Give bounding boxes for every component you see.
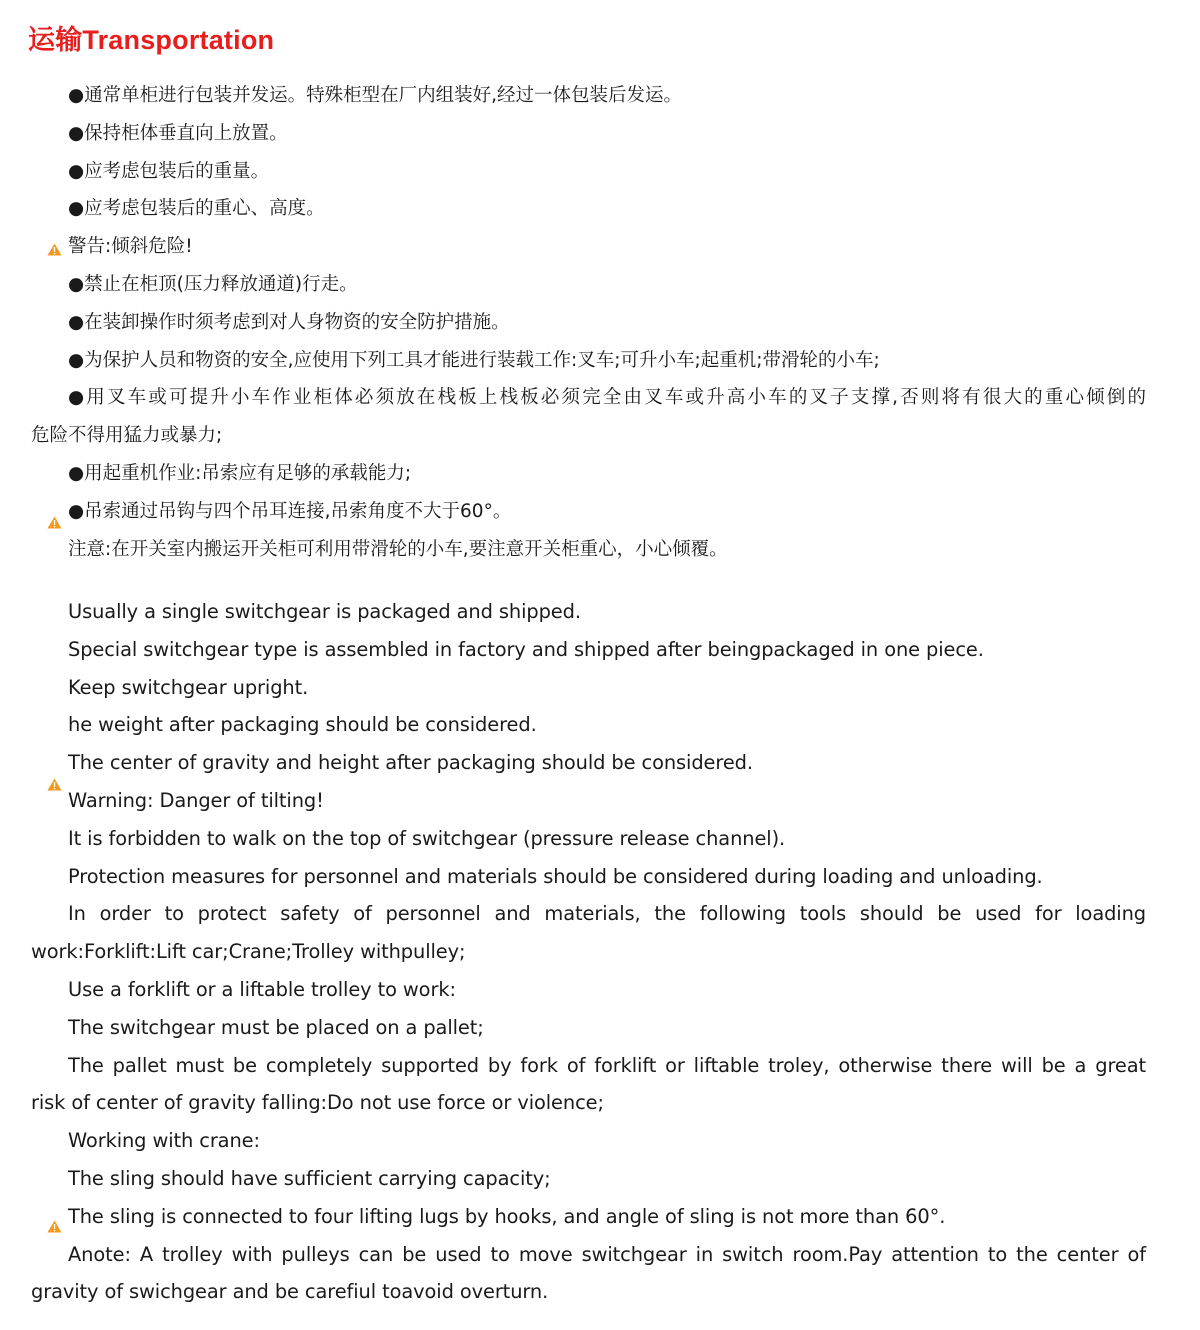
- en-line-13: Working with crane:: [68, 1129, 260, 1153]
- cn-line-11: ●吊索通过吊钩与四个吊耳连接,吊索角度不大于60°。: [68, 500, 512, 522]
- cn-line-1: ●通常单柜进行包装并发运。特殊柜型在厂内组装好,经过一体包装后发运。: [68, 85, 683, 106]
- cn-warning-line: [0, 228, 1200, 266]
- en-note-line: [0, 1236, 1200, 1274]
- en-line-8: Protection measures for personnel and materials should be considered during loading and unloading.: [68, 864, 1043, 888]
- page-title: 运输Transportation: [28, 25, 275, 55]
- cn-line-2: ●保持柜体垂直向上放置。: [68, 122, 288, 144]
- cn-note-line: [0, 531, 1200, 569]
- cn-line-7: ●在装卸操作时须考虑到对人身物资的安全防护措施。: [68, 311, 510, 333]
- en-line-11: The switchgear must be placed on a pallet;: [68, 1015, 484, 1039]
- en-line-14: The sling should have sufficient carrying capacity;: [68, 1166, 551, 1190]
- en-line-12a: The pallet must be completely supported by fork of forklift or liftable troley, otherwise there will be a great: [68, 1053, 1146, 1077]
- cn-line-3: ●应考虑包装后的重量。: [68, 160, 270, 182]
- en-line-15: The sling is connected to four lifting lugs by hooks, and angle of sling is not more than 60°.: [68, 1204, 946, 1228]
- warning-triangle-icon: [47, 778, 62, 791]
- warning-triangle-icon: [47, 1220, 62, 1233]
- cn-warning-text: 警告:倾斜危险!: [68, 236, 193, 258]
- cn-line-8: ●为保护人员和物资的安全,应使用下列工具才能进行装载工作:叉车;可升小车;起重机;带滑轮的小车;: [68, 349, 880, 371]
- en-line-7: It is forbidden to walk on the top of switchgear (pressure release channel).: [68, 826, 786, 850]
- cn-line-4: ●应考虑包装后的重心、高度。: [68, 198, 325, 220]
- cn-line-10: ●用起重机作业:吊索应有足够的承载能力;: [68, 462, 412, 484]
- warning-triangle-icon: [47, 243, 62, 256]
- cn-line-6: ●禁止在柜顶(压力释放通道)行走。: [68, 273, 358, 295]
- warning-triangle-icon: [47, 516, 62, 529]
- en-line-3: Keep switchgear upright.: [68, 675, 309, 699]
- en-warning-line: [0, 782, 1200, 820]
- en-line-9a: In order to protect safety of personnel and materials, the following tools should be used for loading: [68, 902, 1146, 926]
- en-line-5: The center of gravity and height after packaging should be considered.: [68, 751, 753, 775]
- english-section: [0, 593, 1200, 1311]
- cn-line-9b: 危险不得用猛力或暴力;: [31, 425, 223, 447]
- cn-note-text: 注意:在开关室内搬运开关柜可利用带滑轮的小车,要注意开关柜重心，小心倾覆。: [68, 538, 728, 560]
- en-line-12b: risk of center of gravity falling:Do not use force or violence;: [31, 1091, 604, 1115]
- en-warning-text: Warning: Danger of tilting!: [68, 788, 324, 812]
- en-line-16b: gravity of swichgear and be carefiul toavoid overturn.: [31, 1280, 549, 1304]
- en-line-2: Special switchgear type is assembled in factory and shipped after beingpackaged in one piece.: [68, 637, 984, 661]
- cn-line-9a: ●用叉车或可提升小车作业柜体必须放在栈板上栈板必须完全由叉车或升高小车的叉子支撑,否则将有很大的重心倾倒的: [68, 387, 1146, 409]
- en-line-9b: work:Forklift:Lift car;Crane;Trolley withpulley;: [31, 940, 466, 964]
- chinese-section: [0, 77, 1200, 568]
- en-note-text: Anote: A trolley with pulleys can be used to move switchgear in switch room.Pay attention to the center of: [68, 1242, 1146, 1266]
- en-line-1: Usually a single switchgear is packaged and shipped.: [68, 600, 581, 623]
- en-line-4: he weight after packaging should be considered.: [68, 713, 537, 737]
- en-line-10: Use a forklift or a liftable trolley to work:: [68, 977, 456, 1001]
